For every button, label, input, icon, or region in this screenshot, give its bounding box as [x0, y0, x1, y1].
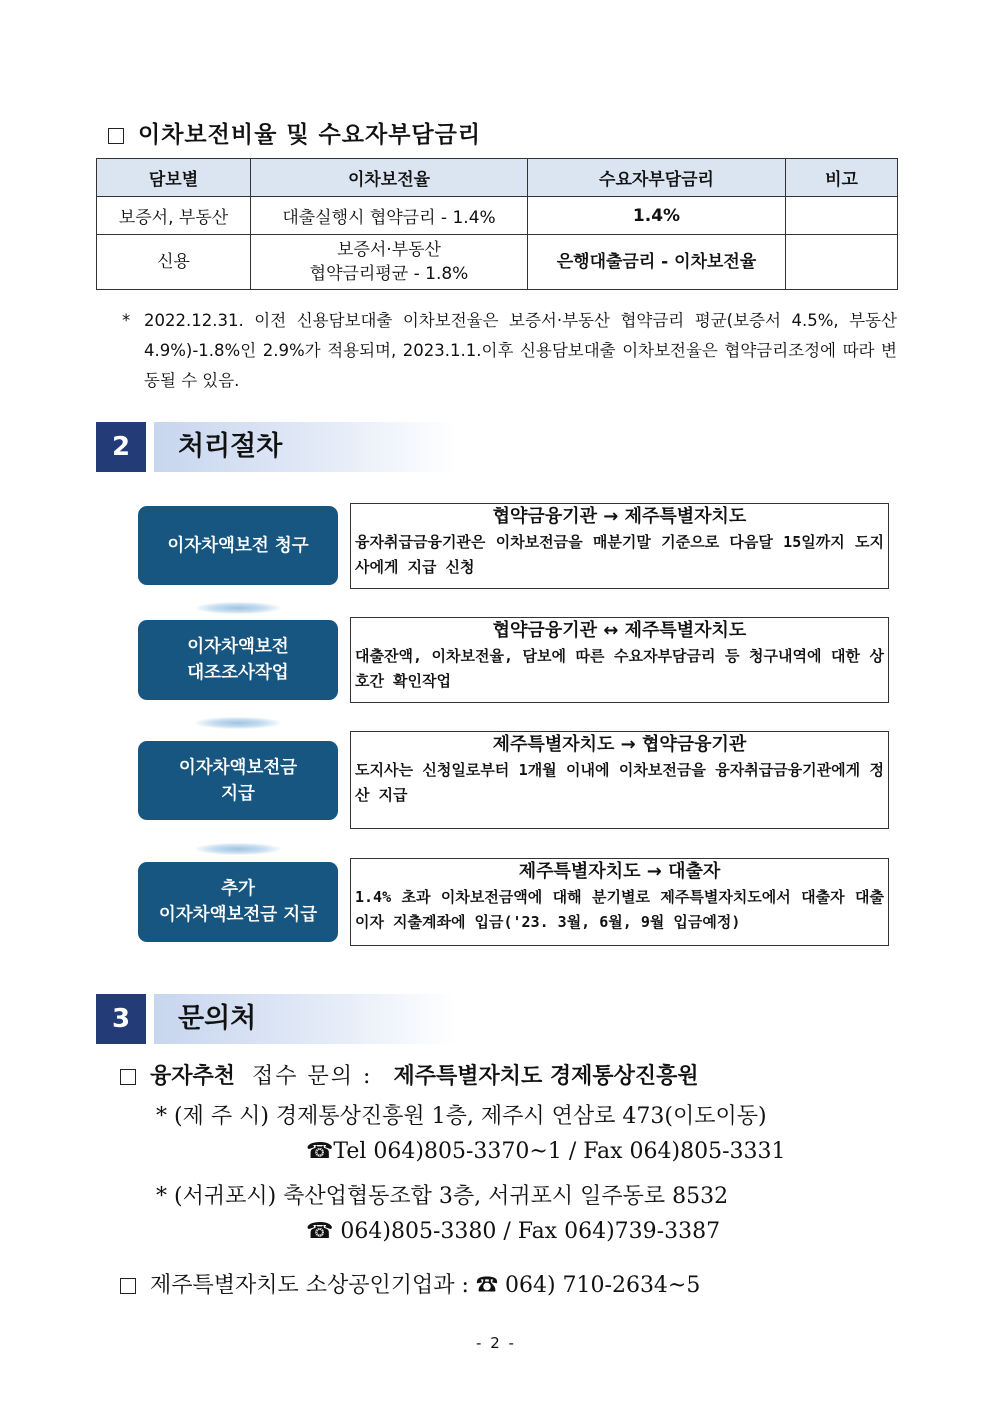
step-desc-title: 제주특별자치도 → 협약금융기관 — [492, 734, 747, 755]
table-header: 수요자부담금리 — [528, 159, 786, 197]
step-box-3 — [138, 741, 338, 820]
step-desc-text: 융자취급금융기관은 이차보전금을 매분기말 기준으로 다음달 15일까지 도지사에게 지급 신청 — [355, 533, 884, 576]
checkbox-icon — [120, 1278, 136, 1294]
table-header: 이차보전율 — [251, 159, 528, 197]
contact-item-1 — [120, 1059, 699, 1090]
step-desc-box-4 — [350, 858, 889, 946]
table-cell: 1.4% — [528, 197, 786, 235]
down-arrow-icon — [196, 602, 280, 614]
table-header: 담보별 — [97, 159, 251, 197]
table-cell: 보증서, 부동산 — [97, 197, 251, 235]
step-desc-title: 협약금융기관 → 제주특별자치도 — [492, 506, 747, 527]
checkbox-icon — [108, 128, 124, 144]
step-label: 이자차액보전 청구 — [167, 535, 309, 556]
contact-item-1-bold: 융자추천 — [150, 1063, 236, 1089]
step-desc-text: 도지사는 신청일로부터 1개월 이내에 이차보전금을 융자취급금융기관에게 정산 지급 — [355, 761, 884, 804]
table-cell: 신용 — [97, 235, 251, 290]
table-cell-line: 보증서·부동산 — [337, 240, 441, 260]
contact-item-2 — [120, 1268, 700, 1299]
table-cell — [786, 197, 898, 235]
seogwipo-address: * (서귀포시) 축산업협동조합 3층, 서귀포시 일주동로 8532 — [156, 1184, 729, 1209]
down-arrow-icon — [196, 843, 280, 855]
section2-number: 2 — [96, 422, 146, 472]
table-row — [97, 235, 898, 290]
phone-icon: ☎ — [475, 1273, 498, 1298]
step-label: 이자차액보전 — [187, 637, 289, 657]
step-desc-box-1 — [350, 503, 889, 589]
table-cell: 대출실행시 협약금리 - 1.4% — [251, 197, 528, 235]
section2-header — [96, 422, 456, 472]
down-arrow-icon — [196, 717, 280, 729]
step-box-2 — [138, 620, 338, 700]
table-cell — [251, 235, 528, 290]
contact-item-1-org: 제주특별자치도 경제통상진흥원 — [393, 1063, 699, 1089]
table-cell — [786, 235, 898, 290]
footnote-star: * — [122, 311, 131, 330]
section3-title: 문의처 — [178, 1003, 257, 1034]
step-box-4 — [138, 862, 338, 942]
footnote-text: 2022.12.31. 이전 신용담보대출 이차보전율은 보증서·부동산 협약금리 평균(보증서 4.5%, 부동산 4.9%)-1.8%인 2.9%가 적용되며, 2023.1.1.이후 신용담보대출 이차보전율은 협약금리조정에 따라 변동될 수 있음. — [144, 311, 897, 390]
rate-table — [96, 158, 898, 290]
step-desc-box-2 — [350, 617, 889, 703]
checkbox-icon — [120, 1069, 136, 1085]
step-label: 이자차액보전금 지급 — [158, 905, 318, 925]
page-number: - 2 - — [476, 1334, 516, 1352]
table-header: 비고 — [786, 159, 898, 197]
section1-title — [108, 116, 481, 149]
step-desc-box-3 — [350, 731, 889, 829]
step-label: 추가 — [221, 879, 255, 899]
phone-icon: ☎ — [306, 1219, 334, 1244]
step-label: 지급 — [221, 783, 255, 804]
footnote — [122, 306, 897, 396]
section3-header — [96, 994, 456, 1044]
table-cell: 은행대출금리 - 이차보전율 — [528, 235, 786, 290]
step-desc-title: 협약금융기관 ↔ 제주특별자치도 — [492, 620, 747, 641]
contact-item-2-label: 제주특별자치도 소상공인기업과 : — [150, 1273, 469, 1298]
section2-title: 처리절차 — [178, 431, 283, 462]
step-label: 대조조사작업 — [187, 663, 289, 683]
jeju-address: * (제 주 시) 경제통상진흥원 1층, 제주시 연삼로 473(이도이동) — [156, 1104, 767, 1129]
contact-item-1-label: 접수 문의 : — [252, 1064, 373, 1089]
jeju-phone: Tel 064)805-3370~1 / Fax 064)805-3331 — [333, 1139, 786, 1164]
jeju-phone-line — [306, 1139, 786, 1164]
step-box-1 — [138, 506, 338, 585]
section1-title-text: 이차보전비율 및 수요자부담금리 — [138, 122, 482, 148]
step-desc-title: 제주특별자치도 → 대출자 — [518, 861, 721, 882]
table-header-row — [97, 159, 898, 197]
seogwipo-phone: 064)805-3380 / Fax 064)739-3387 — [340, 1219, 721, 1244]
seogwipo-phone-line — [306, 1219, 720, 1244]
step-desc-text: 1.4% 초과 이차보전금액에 대해 분기별로 제주특별자치도에서 대출자 대출이자 지출계좌에 입금('23. 3월, 6월, 9월 입금예정) — [355, 888, 884, 931]
step-desc-text: 대출잔액, 이차보전율, 담보에 따른 수요자부담금리 등 청구내역에 대한 상호간 확인작업 — [355, 647, 884, 690]
step-label: 이자차액보전금 — [178, 757, 298, 778]
table-cell-line: 협약금리평균 - 1.8% — [309, 264, 469, 284]
table-row — [97, 197, 898, 235]
phone-icon: ☎ — [306, 1139, 334, 1164]
section3-number: 3 — [96, 994, 146, 1044]
contact-item-2-phone: 064) 710-2634~5 — [504, 1273, 701, 1298]
